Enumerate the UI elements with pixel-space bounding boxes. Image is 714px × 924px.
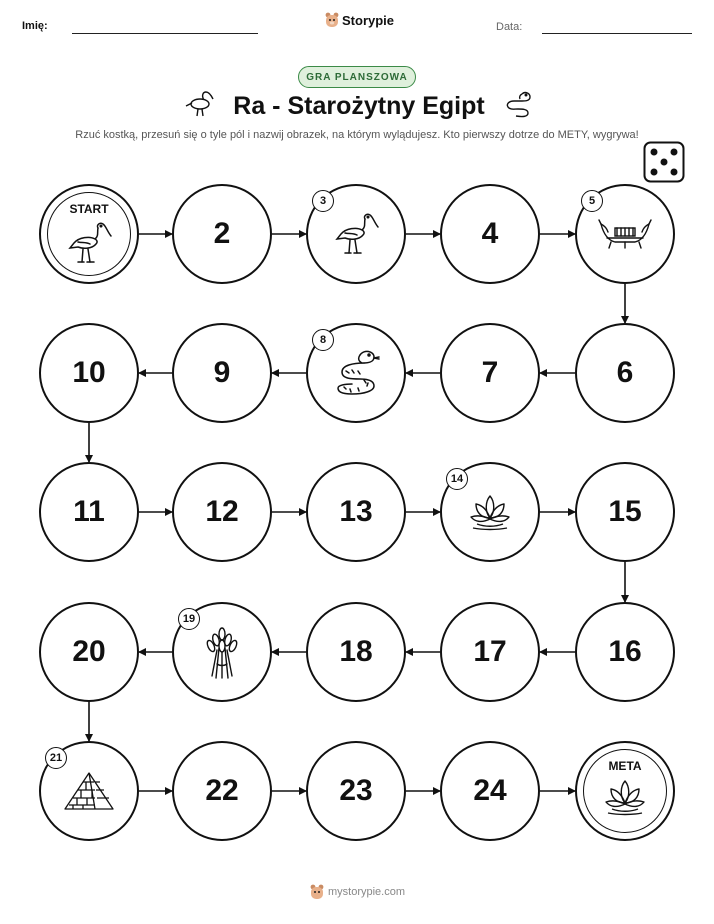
board-space (440, 323, 540, 423)
space-number: 6 (616, 356, 634, 389)
footer (310, 884, 405, 900)
lotus-icon (577, 777, 673, 817)
space-number: 20 (72, 635, 106, 668)
space-number: 18 (339, 635, 373, 668)
board-space (575, 323, 675, 423)
board-space (306, 462, 406, 562)
name-label: Imię: (22, 20, 48, 32)
board-space (440, 184, 540, 284)
space-number: 11 (73, 495, 105, 528)
space-number: 2 (213, 217, 231, 250)
board-space (575, 602, 675, 702)
board-space (306, 602, 406, 702)
space-number-chip: 14 (446, 468, 468, 490)
space-number-chip: 8 (312, 329, 334, 351)
title-text: Ra - Starożytny Egipt (233, 92, 485, 120)
board-space (440, 741, 540, 841)
board-space (306, 184, 406, 284)
space-number: 15 (608, 495, 642, 528)
space-number: 9 (213, 356, 231, 389)
footer-bear-icon (310, 884, 324, 900)
board-space (39, 741, 139, 841)
board-space (306, 741, 406, 841)
snake-icon (330, 345, 382, 401)
space-number-chip: 21 (45, 747, 67, 769)
board-space (172, 462, 272, 562)
board-space (39, 323, 139, 423)
space-number: 22 (205, 774, 239, 807)
game-type-badge: GRA PLANSZOWA (298, 66, 416, 88)
board-space (575, 184, 675, 284)
date-label: Data: (496, 21, 523, 33)
space-number: 7 (481, 356, 499, 389)
space-number: 13 (339, 495, 373, 528)
board-space (39, 602, 139, 702)
board-space (172, 602, 272, 702)
footer-url: mystorypie.com (328, 886, 406, 898)
space-label: META (608, 759, 642, 773)
finish-space (575, 741, 675, 841)
space-number: 16 (608, 635, 642, 668)
brand-name: Storypie (342, 12, 395, 28)
space-number: 12 (205, 495, 239, 528)
board-space (39, 462, 139, 562)
space-number: 23 (339, 774, 373, 807)
ibis-icon (331, 211, 381, 257)
space-number: 24 (473, 774, 507, 807)
instructions-text: Rzuć kostką, przesuń się o tyle pól i nazwij obrazek, na którym wylądujesz. Kto pierwszy dotrze do METY, wygrywa! (75, 129, 639, 141)
board-space (575, 462, 675, 562)
space-number: 4 (481, 217, 499, 250)
space-number-chip: 19 (178, 608, 200, 630)
space-number-chip: 3 (312, 190, 334, 212)
ibis-icon (41, 220, 137, 266)
start-space (39, 184, 139, 284)
space-number-chip: 5 (581, 190, 603, 212)
board-space (306, 323, 406, 423)
space-number: 10 (72, 356, 106, 389)
space-number: 17 (473, 635, 507, 668)
lotus-icon (465, 492, 515, 532)
board-space (172, 741, 272, 841)
wheat-icon (202, 624, 242, 680)
board-space (172, 184, 272, 284)
space-label: START (69, 202, 109, 216)
board-space (172, 323, 272, 423)
board-space (440, 602, 540, 702)
pyramid-icon (61, 769, 117, 813)
boat-icon (597, 216, 653, 252)
board-space (440, 462, 540, 562)
